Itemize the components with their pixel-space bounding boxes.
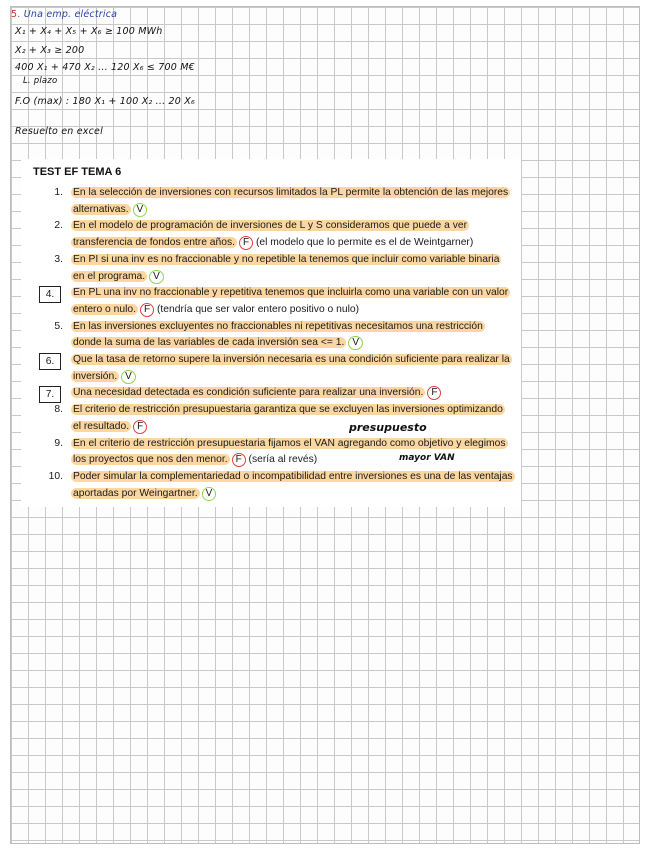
question-item bbox=[21, 252, 521, 285]
question-item bbox=[21, 436, 521, 469]
answer-mark: F bbox=[140, 303, 154, 317]
annotation-presupuesto: presupuesto bbox=[349, 421, 427, 434]
answer-mark: V bbox=[149, 270, 164, 284]
annotation-mayor-van: mayor VAN bbox=[399, 453, 455, 463]
test-panel bbox=[21, 159, 521, 507]
answer-mark: F bbox=[133, 420, 147, 434]
question-text: Una necesidad detectada es condición suficiente para realizar una inversión. bbox=[73, 387, 424, 399]
question-text: En las inversiones excluyentes no fraccionables ni repetitivas necesitamos una restricción donde la suma de las variables de cada inversión sea <= 1. bbox=[73, 320, 483, 349]
test-title: TEST EF TEMA 6 bbox=[33, 166, 122, 178]
answer-note: (tendría que ser valor entero positivo o nulo) bbox=[156, 303, 360, 315]
grid-paper-sheet bbox=[10, 6, 640, 844]
question-number: 6. bbox=[39, 353, 61, 370]
notes-line-1: X₁ + X₄ + X₅ + X₆ ≥ 100 MWh bbox=[15, 26, 163, 37]
question-list bbox=[21, 185, 521, 502]
question-item bbox=[21, 218, 521, 251]
notes-title bbox=[11, 9, 117, 20]
question-text: Que la tasa de retorno supere la inversión necesaria es una condición suficiente para realizar la inversión. bbox=[73, 354, 510, 382]
question-number: 7. bbox=[39, 386, 61, 403]
question-number: 1. bbox=[54, 187, 63, 198]
question-text: El criterio de restricción presupuestaria garantiza que se excluyen las inversiones optimizando el resultado. bbox=[73, 404, 503, 432]
question-text: En PI si una inv es no fraccionable y no repetible la tenemos que incluir como variable binaria en el programa. bbox=[73, 253, 500, 282]
notes-line-3: 400 X₁ + 470 X₂ ... 120 X₆ ≤ 700 M€ bbox=[15, 62, 195, 73]
question-number: 5. bbox=[54, 320, 63, 332]
notes-title-text: Una emp. eléctrica bbox=[23, 9, 118, 20]
answer-note: (el modelo que lo permite es el de Weintgarner) bbox=[255, 237, 474, 249]
question-item bbox=[21, 402, 521, 435]
question-item bbox=[21, 285, 521, 318]
question-text: En la selección de inversiones con recursos limitados la PL permite la obtención de las mejores alternativas. bbox=[73, 187, 509, 215]
question-item bbox=[21, 352, 521, 385]
answer-mark: F bbox=[239, 236, 253, 250]
question-item bbox=[21, 469, 521, 502]
question-text: En el modelo de programación de inversiones de L y S consideramos que puede a ver transferencia de fondos entre años. bbox=[73, 220, 467, 249]
question-item bbox=[21, 319, 521, 352]
notes-line-4: L. plazo bbox=[23, 76, 58, 86]
answer-mark: F bbox=[427, 386, 441, 400]
answer-mark: V bbox=[348, 336, 363, 350]
notes-line-2: X₂ + X₃ ≥ 200 bbox=[15, 45, 85, 56]
question-number: 8. bbox=[54, 404, 63, 416]
question-text: En el criterio de restricción presupuestaria fijamos el VAN agregando como objetivo y elegimos los proyectos que nos den menor. bbox=[73, 437, 506, 466]
question-text: En PL una inv no fraccionable y repetitiva tenemos que incluirla como una variable con un valor entero o nulo. bbox=[73, 287, 509, 315]
question-number: 3. bbox=[54, 253, 63, 265]
answer-mark: V bbox=[121, 370, 136, 384]
question-number: 9. bbox=[54, 437, 63, 449]
notes-line-5: F.O (max) : 180 X₁ + 100 X₂ ... 20 X₆ bbox=[15, 96, 195, 107]
question-item bbox=[21, 185, 521, 218]
question-text: Poder simular la complementariedad o incompatibilidad entre inversiones es una de las ventajas aportadas por Weingartner. bbox=[73, 470, 513, 499]
question-number: 4. bbox=[39, 286, 61, 303]
notes-title-number: 5. bbox=[11, 9, 21, 20]
question-item bbox=[21, 385, 521, 402]
answer-mark: V bbox=[202, 487, 217, 501]
question-number: 2. bbox=[54, 220, 63, 232]
answer-note: (sería al revés) bbox=[248, 454, 318, 466]
answer-mark: V bbox=[133, 203, 148, 217]
notes-line-6: Resuelto en excel bbox=[15, 126, 103, 137]
answer-mark: F bbox=[232, 453, 246, 467]
question-number: 10. bbox=[48, 470, 63, 482]
